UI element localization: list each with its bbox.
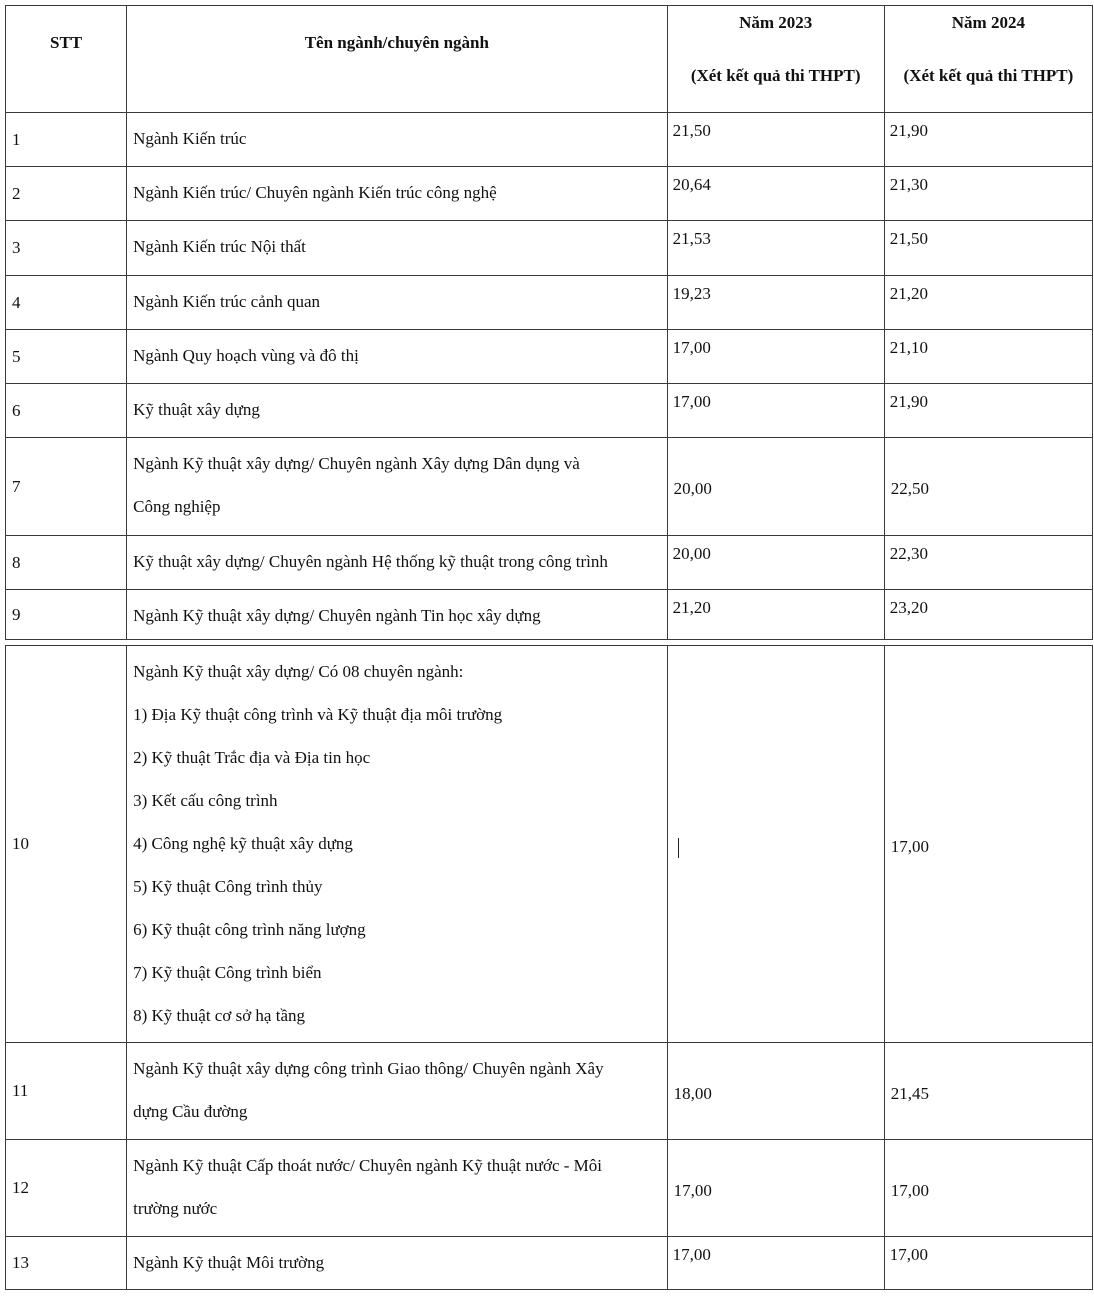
table-row	[6, 330, 1093, 384]
row-name	[127, 536, 667, 590]
row-name-line: Ngành Kỹ thuật Môi trường	[133, 1253, 325, 1272]
row-stt: 7	[6, 438, 127, 536]
row-name	[127, 384, 667, 438]
row-score-2024: 17,00	[884, 646, 1092, 1043]
row-name-line: 5) Kỹ thuật Công trình thủy	[133, 877, 323, 896]
row-name	[127, 330, 667, 384]
row-name-line: Ngành Quy hoạch vùng và đô thị	[133, 346, 359, 365]
header-year-2024	[884, 6, 1092, 113]
row-name	[127, 276, 667, 330]
score-table-part-1	[5, 5, 1093, 640]
header-year-2023-label: Năm 2023	[739, 13, 813, 32]
row-name-line: Ngành Kỹ thuật xây dựng/ Chuyên ngành Tin học xây dựng	[133, 606, 541, 625]
row-stt: 5	[6, 330, 127, 384]
row-score-2024: 22,50	[884, 438, 1092, 536]
header-year-2023	[667, 6, 884, 113]
row-stt: 11	[6, 1043, 127, 1140]
row-score-2023: 17,00	[667, 330, 884, 384]
row-score-2023: 20,00	[667, 536, 884, 590]
table-row	[6, 384, 1093, 438]
row-name-line: Ngành Kiến trúc	[133, 129, 247, 148]
row-name-line: trường nước	[133, 1199, 218, 1218]
row-name-line: Ngành Kiến trúc Nội thất	[133, 237, 306, 256]
score-table-part-2	[5, 645, 1093, 1290]
row-stt: 9	[6, 590, 127, 640]
row-score-2023: 17,00	[667, 384, 884, 438]
table-row	[6, 1043, 1093, 1140]
row-score-2024: 21,50	[884, 221, 1092, 276]
table-row	[6, 221, 1093, 276]
row-score-2023: 17,00	[667, 1237, 884, 1290]
row-score-2024: 21,20	[884, 276, 1092, 330]
row-score-2024: 21,90	[884, 384, 1092, 438]
row-name-line: Ngành Kỹ thuật xây dựng/ Chuyên ngành Xây dựng Dân dụng và	[133, 454, 580, 473]
header-stt: STT	[6, 6, 127, 113]
row-score-2024: 21,90	[884, 113, 1092, 167]
row-score-2024: 21,45	[884, 1043, 1092, 1140]
row-name	[127, 438, 667, 536]
row-stt: 2	[6, 167, 127, 221]
row-score-2023: 20,64	[667, 167, 884, 221]
table-row	[6, 590, 1093, 640]
row-score-2023: 17,00	[667, 1140, 884, 1237]
row-score-2024: 21,30	[884, 167, 1092, 221]
row-stt: 1	[6, 113, 127, 167]
row-name	[127, 1237, 667, 1290]
row-name	[127, 646, 667, 1043]
text-cursor	[678, 838, 679, 858]
row-stt: 10	[6, 646, 127, 1043]
table-row	[6, 1237, 1093, 1290]
row-score-2023	[667, 646, 884, 1043]
table-row	[6, 113, 1093, 167]
row-score-2023: 21,53	[667, 221, 884, 276]
row-name-line: Công nghiệp	[133, 497, 221, 516]
table-row	[6, 646, 1093, 1043]
header-year-2023-sub: (Xét kết quả thi THPT)	[690, 66, 861, 85]
row-name	[127, 113, 667, 167]
row-score-2023: 20,00	[667, 438, 884, 536]
row-name-line: 7) Kỹ thuật Công trình biển	[133, 963, 322, 982]
row-name-line: 6) Kỹ thuật công trình năng lượng	[133, 920, 366, 939]
row-score-2024: 17,00	[884, 1140, 1092, 1237]
row-score-2024: 21,10	[884, 330, 1092, 384]
row-stt: 4	[6, 276, 127, 330]
row-name	[127, 590, 667, 640]
row-name	[127, 1140, 667, 1237]
row-name-line: Kỹ thuật xây dựng	[133, 400, 260, 419]
row-name-line: Ngành Kỹ thuật xây dựng/ Có 08 chuyên ngành:	[133, 662, 464, 681]
row-name-line: 3) Kết cấu công trình	[133, 791, 278, 810]
table-row	[6, 438, 1093, 536]
row-score-2023: 19,23	[667, 276, 884, 330]
row-stt: 13	[6, 1237, 127, 1290]
table-row	[6, 1140, 1093, 1237]
row-stt: 12	[6, 1140, 127, 1237]
header-year-2024-label: Năm 2024	[951, 13, 1025, 32]
row-stt: 6	[6, 384, 127, 438]
row-name-line: Kỹ thuật xây dựng/ Chuyên ngành Hệ thống kỹ thuật trong công trình	[133, 552, 608, 571]
row-score-2024: 17,00	[884, 1237, 1092, 1290]
table-row	[6, 276, 1093, 330]
row-name	[127, 167, 667, 221]
row-score-2023: 21,50	[667, 113, 884, 167]
row-name	[127, 1043, 667, 1140]
header-name: Tên ngành/chuyên ngành	[127, 6, 667, 113]
row-name-line: 4) Công nghệ kỹ thuật xây dựng	[133, 834, 353, 853]
row-score-2023: 21,20	[667, 590, 884, 640]
row-name-line: dựng Cầu đường	[133, 1102, 248, 1121]
row-stt: 3	[6, 221, 127, 276]
header-year-2024-sub: (Xét kết quả thi THPT)	[903, 66, 1074, 85]
row-name-line: 1) Địa Kỹ thuật công trình và Kỹ thuật địa môi trường	[133, 705, 503, 724]
table-row	[6, 167, 1093, 221]
row-name-line: 2) Kỹ thuật Trắc địa và Địa tin học	[133, 748, 371, 767]
row-score-2023: 18,00	[667, 1043, 884, 1140]
table-header-row	[6, 6, 1093, 113]
row-name-line: Ngành Kiến trúc/ Chuyên ngành Kiến trúc công nghệ	[133, 183, 497, 202]
table-row	[6, 536, 1093, 590]
row-score-2024: 22,30	[884, 536, 1092, 590]
row-score-2024: 23,20	[884, 590, 1092, 640]
row-name	[127, 221, 667, 276]
row-name-line: 8) Kỹ thuật cơ sở hạ tầng	[133, 1006, 305, 1025]
row-name-line: Ngành Kiến trúc cảnh quan	[133, 292, 321, 311]
row-name-line: Ngành Kỹ thuật xây dựng công trình Giao thông/ Chuyên ngành Xây	[133, 1059, 604, 1078]
row-stt: 8	[6, 536, 127, 590]
row-name-line: Ngành Kỹ thuật Cấp thoát nước/ Chuyên ngành Kỹ thuật nước - Môi	[133, 1156, 602, 1175]
